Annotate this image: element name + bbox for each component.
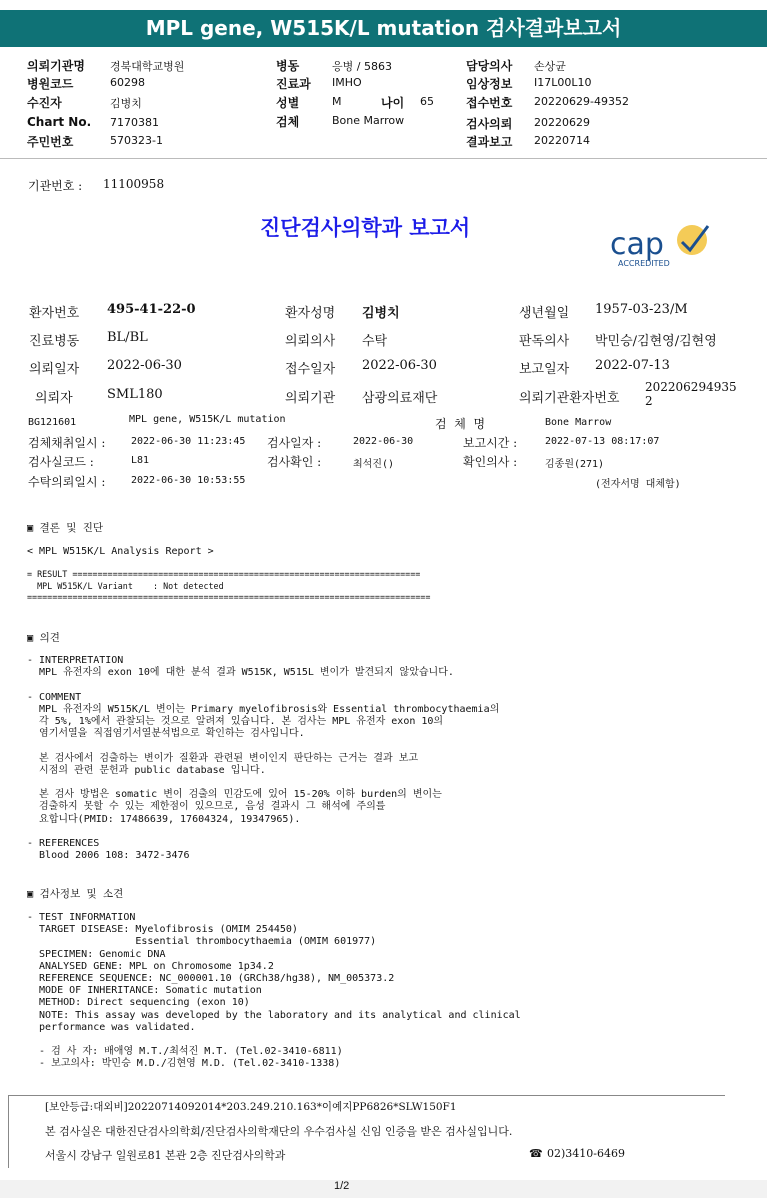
patient-value-wrap: 2 xyxy=(645,394,653,408)
header-divider xyxy=(0,158,767,159)
report-banner: MPL gene, W515K/L mutation 검사결과보고서 xyxy=(0,10,767,47)
hdr-value: 김병치 xyxy=(110,97,142,110)
confirm-value: 최석진() xyxy=(353,459,395,470)
hdr-value: Bone Marrow xyxy=(332,114,405,127)
hdr-value: 손상균 xyxy=(534,60,566,73)
report-time-label: 보고시간 : xyxy=(463,436,518,450)
page-bar xyxy=(0,1180,767,1198)
hdr-key: 나이 xyxy=(381,96,405,110)
patient-key: 생년월일 xyxy=(519,306,570,321)
cap-logo-graphic xyxy=(608,220,718,272)
verifier-label: 확인의사 : xyxy=(463,455,518,469)
institution-number: 11100958 xyxy=(103,177,165,191)
institution-label: 기관번호 : xyxy=(28,179,83,193)
patient-key: 접수일자 xyxy=(285,362,336,377)
patient-key: 진료병동 xyxy=(29,334,80,349)
hdr-value: M xyxy=(332,95,342,108)
patient-key: 의뢰자 xyxy=(35,391,73,406)
patient-key: 판독의사 xyxy=(519,334,570,349)
hdr-key: 병원코드 xyxy=(27,77,74,91)
patient-value: 202206294935 xyxy=(645,380,737,394)
patient-value: 2022-06-30 xyxy=(107,358,182,373)
hdr-value: 20220629 xyxy=(534,116,590,129)
report-title: 진단검사의학과 보고서 xyxy=(260,215,471,240)
result-heading: ▣ 결론 및 진단 xyxy=(27,522,104,534)
specimen-value: Bone Marrow xyxy=(545,417,612,428)
test-information-block: - TEST INFORMATION TARGET DISEASE: Myelofibrosis (OMIM 254450) Essential thrombocythaemia (OMIM 601977) SPECIMEN: Genomic DNA ANALYSED GENE: MPL on Chromosome 1p34.2 REFERENCE SEQUENCE: NC_000001.10 (GRCh38/hg38), NM_005373.2 MODE OF INHERITANCE: Somatic mutation METHOD: Direct sequencing (exon 10) NOTE: This assay was developed by the laboratory and its analytical and clinical performance was validated. xyxy=(27,912,521,1033)
address-line: 서울시 강남구 일원로81 본관 2층 진단검사의학과 xyxy=(45,1149,286,1162)
hdr-key: 담당의사 xyxy=(466,59,513,73)
patient-value: 삼광의료재단 xyxy=(362,391,438,406)
collect-label: 검체채취일시 : xyxy=(28,436,106,450)
hdr-value: 60298 xyxy=(110,76,145,89)
test-code: BG121601 xyxy=(28,417,77,428)
hdr-key: 접수번호 xyxy=(466,96,513,110)
hdr-key: 수진자 xyxy=(27,96,62,110)
patient-value: 2022-07-13 xyxy=(595,358,670,373)
patient-key: 보고일자 xyxy=(519,362,570,377)
report-time-value: 2022-07-13 08:17:07 xyxy=(545,436,660,447)
patient-value: 2022-06-30 xyxy=(362,358,437,373)
patient-value: 수탁 xyxy=(362,334,388,349)
cap-logo-text: cap xyxy=(610,227,664,262)
staff-block: - 검 사 자: 배애영 M.T./최석진 M.T. (Tel.02-3410-6811) - 보고의사: 박민승 M.D./김현영 M.D. (Tel.02-3410-1338) xyxy=(39,1046,343,1070)
hdr-key: 진료과 xyxy=(276,77,311,91)
cap-logo-badge-icon xyxy=(677,225,707,255)
hdr-value: IMHO xyxy=(332,76,362,89)
certification-line: 본 검사실은 대한진단검사의학회/진단검사의학재단의 우수검사실 신임 인증을 받은 검사실입니다. xyxy=(45,1125,513,1138)
consign-label: 수탁의뢰일시 : xyxy=(28,475,106,489)
hdr-value: I17L00L10 xyxy=(534,76,592,89)
patient-value: SML180 xyxy=(107,387,163,402)
test-name: MPL gene, W515K/L mutation xyxy=(129,414,286,425)
test-date-value: 2022-06-30 xyxy=(353,436,414,447)
cap-accredited-logo xyxy=(608,220,718,272)
patient-number: 495-41-22-0 xyxy=(107,302,196,317)
hdr-key: 결과보고 xyxy=(466,135,513,149)
esign-note: (전자서명 대체함) xyxy=(595,479,681,490)
cap-logo-subtext: ACCREDITED xyxy=(618,259,670,268)
page-indicator: 1/2 xyxy=(334,1180,350,1192)
patient-key: 환자번호 xyxy=(29,306,80,321)
hdr-key: 검사의뢰 xyxy=(466,117,513,131)
verifier-value: 김종원(271) xyxy=(545,459,605,470)
patient-value: 1957-03-23/M xyxy=(595,302,688,317)
lab-code-value: L81 xyxy=(131,455,150,466)
patient-key: 의뢰의사 xyxy=(285,334,336,349)
patient-key: 의뢰기관 xyxy=(285,391,336,406)
lab-code-label: 검사실코드 : xyxy=(28,455,94,469)
hdr-value: 20220714 xyxy=(534,134,590,147)
hdr-key: 검체 xyxy=(276,115,300,129)
hdr-key: 병동 xyxy=(276,59,300,73)
patient-name: 김병치 xyxy=(362,306,400,321)
test-date-label: 검사일자 : xyxy=(267,436,322,450)
hdr-key: 의뢰기관명 xyxy=(27,59,85,73)
confirm-label: 검사확인 : xyxy=(267,455,322,469)
hdr-value: 응병 / 5863 xyxy=(332,60,392,73)
hdr-key: Chart No. xyxy=(27,115,92,129)
report-name: < MPL W515K/L Analysis Report > xyxy=(27,546,214,557)
hdr-key: 주민번호 xyxy=(27,135,74,149)
hdr-value: 65 xyxy=(420,95,434,108)
patient-value: 박민승/김현영/김현영 xyxy=(595,334,717,349)
security-line: [보안등급:대외비]20220714092014*203.249.210.163*이예지PP6826*SLW150F1 xyxy=(45,1101,457,1113)
patient-key: 환자성명 xyxy=(285,306,336,321)
report-footer xyxy=(8,1095,725,1168)
specimen-label: 검 체 명 xyxy=(435,417,486,431)
phone-number: 02)3410-6469 xyxy=(547,1147,625,1160)
patient-key: 의뢰일자 xyxy=(29,362,80,377)
info-heading: ▣ 검사정보 및 소견 xyxy=(27,888,124,900)
hdr-key: 성별 xyxy=(276,96,300,110)
hdr-value: 20220629-49352 xyxy=(534,95,629,108)
patient-key: 의뢰기관환자번호 xyxy=(519,391,620,406)
opinion-heading: ▣ 의견 xyxy=(27,632,60,644)
hdr-key: 임상정보 xyxy=(466,77,513,91)
hdr-value: 경북대학교병원 xyxy=(110,60,185,73)
hdr-value: 570323-1 xyxy=(110,134,163,147)
result-block: = RESULT ===================================================================== MPL W515K/L Variant : Not detected ================================================================================ xyxy=(27,569,431,602)
patient-value: BL/BL xyxy=(107,330,148,345)
opinion-block: - INTERPRETATION MPL 유전자의 exon 10에 대한 분석 결과 W515K, W515L 변이가 발견되지 않았습니다. - COMMENT MPL 유전자의 W515K/L 변이는 Primary myelofibrosis와 Essential thrombocythaemia의 각 5%, 1%에서 관찰되는 것으로 알려져 있습니다. 본 검사는 MPL 유전자 exon 10의 염기서열을 직접염기서열분석법으로 확인하는 검사입니다. 본 검사에서 검출하는 변이가 질환과 관련된 변이인지 판단하는 근거는 결과 보고 시점의 관련 문헌과 public database 입니다. 본 검사 방법은 somatic 변이 검출의 민감도에 있어 15-20% 이하 burden의 변이는 검출하지 못할 수 있는 제한점이 있으므로, 음성 결과시 그 해석에 주의를 요합니다(PMID: 17486639, 17604324, 19347965). - REFERENCES Blood 2006 108: 3472-3476 xyxy=(27,655,500,862)
collect-value: 2022-06-30 11:23:45 xyxy=(131,436,246,447)
hdr-value: 7170381 xyxy=(110,116,159,129)
consign-value: 2022-06-30 10:53:55 xyxy=(131,475,246,486)
phone-icon: ☎ xyxy=(529,1147,543,1160)
